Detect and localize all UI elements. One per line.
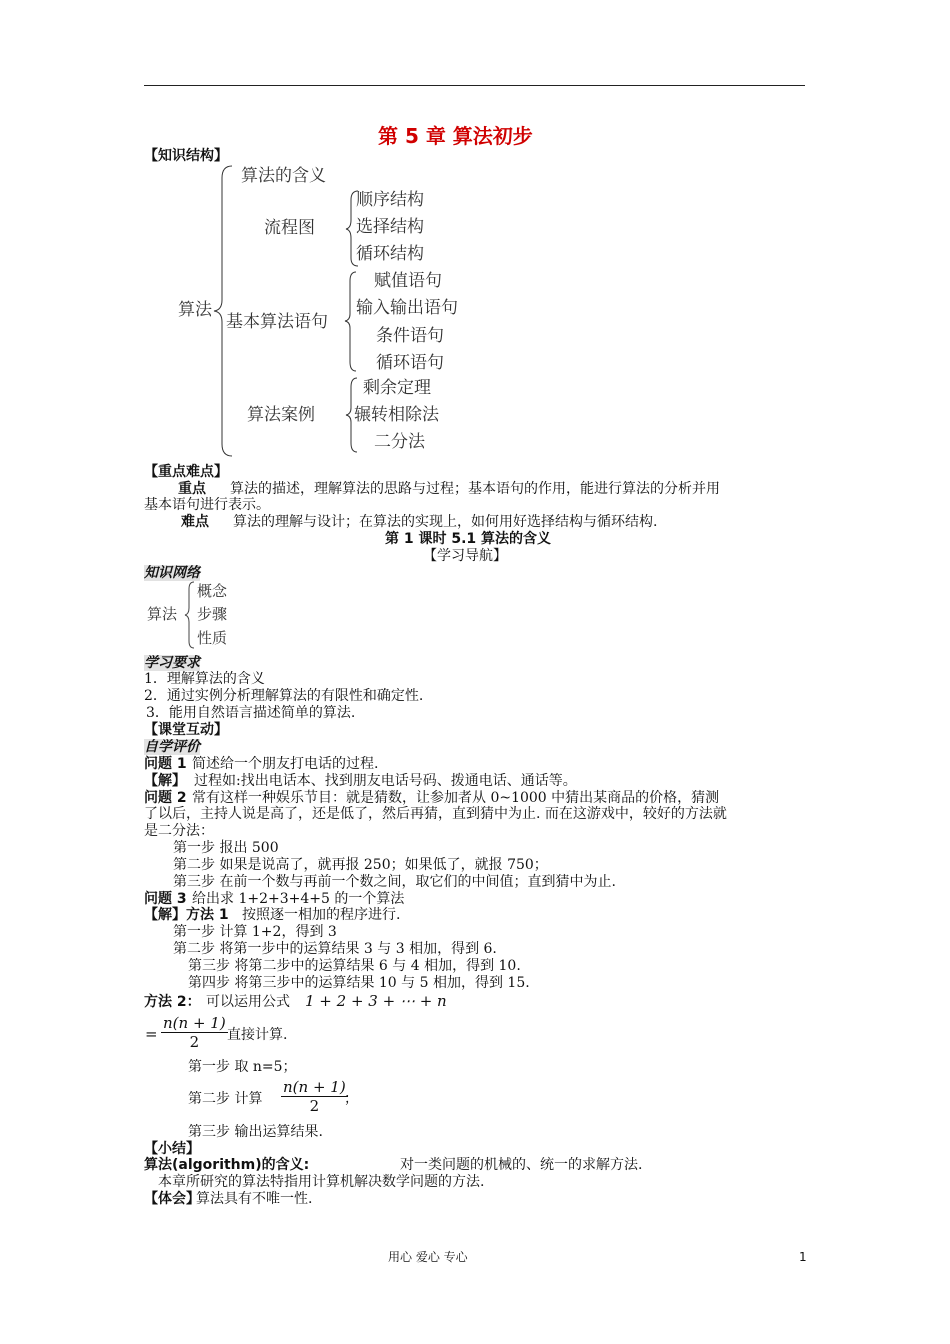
requirement-2: 2．通过实例分析理解算法的有限性和确定性. [144, 688, 424, 704]
knowledge-network-title: 知识网络 [144, 565, 200, 581]
summary-label: 算法(algorithm)的含义: [144, 1157, 310, 1173]
m1-step-4: 第四步 将第三步中的运算结果 10 与 5 相加，得到 15. [188, 975, 530, 991]
tree-leaf-assign: 赋值语句 [374, 271, 442, 291]
network-concept: 概念 [197, 582, 228, 600]
direct-compute-text: 直接计算. [227, 1027, 288, 1043]
section-summary: 【小结】 [144, 1141, 200, 1157]
tree-leaf-remainder: 剩余定理 [363, 378, 431, 398]
network-root: 算法 [147, 605, 178, 623]
answer-3-label: 【解】方法 1 [144, 907, 229, 923]
section-reflection: 【体会】 [144, 1191, 200, 1207]
learning-nav: 【学习导航】 [423, 548, 507, 564]
requirement-1: 1．理解算法的含义 [144, 671, 265, 687]
fraction-numerator: n(n + 1) [163, 1014, 226, 1032]
difficult-text: 算法的理解与设计；在算法的实现上，如何用好选择结构与循环结构. [233, 514, 658, 530]
answer-3-text: 按照逐一相加的程序进行. [242, 907, 401, 923]
section-classroom: 【课堂互动】 [144, 722, 228, 738]
tree-leaf-io: 输入输出语句 [356, 298, 458, 318]
question-2-text-line3: 是二分法： [144, 823, 214, 839]
tree-leaf-selection: 选择结构 [356, 217, 424, 237]
m2-step-1: 第一步 取 n=5； [188, 1059, 297, 1075]
sum-formula: 1 + 2 + 3 + ⋯ + n [305, 992, 447, 1010]
m1-step-1: 第一步 计算 1+2，得到 3 [173, 924, 337, 940]
key-text: 算法的描述，理解算法的思路与过程；基本语句的作用，能进行算法的分析并用 [230, 481, 720, 497]
fraction-denominator: 2 [189, 1033, 200, 1051]
m2-step-2: 第二步 计算 [188, 1091, 263, 1107]
tree-leaf-loop-stmt: 循环语句 [376, 353, 444, 373]
m2-step-3: 第三步 输出运算结果. [188, 1124, 323, 1140]
q2-step-2: 第二步 如果是说高了，就再报 250；如果低了，就报 750； [173, 857, 548, 873]
answer-1-text: 过程如:找出电话本、找到朋友电话号码、拨通电话、通话等。 [194, 773, 577, 789]
section-key-points: 【重点难点】 [144, 464, 228, 480]
tree-node-meaning: 算法的含义 [241, 166, 326, 186]
question-1-text: 简述给一个朋友打电话的过程. [192, 756, 379, 772]
tree-leaf-loop: 循环结构 [356, 244, 424, 264]
tree-leaf-bisection: 二分法 [374, 432, 425, 452]
reflection-text: 算法具有不唯一性. [196, 1191, 313, 1207]
requirement-3: 3．能用自然语言描述简单的算法. [146, 705, 356, 721]
chapter-title: 第 5 章 算法初步 [378, 124, 533, 148]
q2-step-1: 第一步 报出 500 [173, 840, 279, 856]
tree-node-cases: 算法案例 [247, 405, 315, 425]
question-2-label: 问题 2 [144, 790, 187, 806]
summary-text-2: 本章所研究的算法特指用计算机解决数学问题的方法. [158, 1174, 485, 1190]
tree-leaf-euclid: 辗转相除法 [354, 405, 439, 425]
network-steps: 步骤 [197, 605, 228, 623]
tree-leaf-condition: 条件语句 [376, 326, 444, 346]
self-evaluation-title: 自学评价 [144, 739, 200, 755]
question-3-label: 问题 3 [144, 891, 187, 907]
tree-node-statements: 基本算法语句 [226, 312, 328, 332]
lesson-title: 第 1 课时 5.1 算法的含义 [385, 531, 552, 547]
tree-leaf-sequence: 顺序结构 [356, 190, 424, 210]
page-number: 1 [799, 1250, 807, 1264]
key-text-cont: 基本语句进行表示。 [144, 497, 270, 513]
difficult-label: 难点 [181, 514, 209, 530]
q2-step-3: 第三步 在前一个数与再前一个数之间，取它们的中间值；直到猜中为止. [173, 874, 616, 890]
key-label: 重点 [178, 481, 206, 497]
footer-motto: 用心 爱心 专心 [388, 1250, 468, 1264]
fraction-step2-numerator: n(n + 1) [283, 1078, 346, 1096]
fraction-closed-form [161, 1014, 228, 1051]
m2-step-2-end: ； [344, 1091, 358, 1107]
bracket-statements [345, 272, 356, 371]
m1-step-3: 第三步 将第二步中的运算结果 6 与 4 相加，得到 10. [188, 958, 521, 974]
method-2-label: 方法 2： [144, 994, 201, 1010]
network-properties: 性质 [197, 629, 228, 647]
fraction-step2-denominator: 2 [309, 1097, 320, 1115]
learning-requirements-title: 学习要求 [144, 655, 200, 671]
tree-brackets [0, 0, 950, 470]
question-3-text: 给出求 1+2+3+4+5 的一个算法 [192, 891, 405, 907]
question-2-text-line2: 了以后，主持人说是高了，还是低了，然后再猜，直到猜中为止. 而在这游戏中，较好的方法就 [144, 806, 727, 822]
m1-step-2: 第二步 将第一步中的运算结果 3 与 3 相加，得到 6. [173, 941, 497, 957]
equals-sign: = [145, 1025, 158, 1043]
tree-node-flowchart: 流程图 [264, 218, 315, 238]
bracket-main [214, 166, 232, 456]
fraction-step2 [281, 1078, 348, 1115]
question-2-text: 常有这样一种娱乐节目：就是猜数，让参加者从 0~1000 中猜出某商品的价格，猜测 [192, 790, 720, 806]
summary-text: 对一类问题的机械的、统一的求解方法. [400, 1157, 643, 1173]
answer-1-label: 【解】 [144, 773, 186, 789]
question-1-label: 问题 1 [144, 756, 187, 772]
method-2-text: 可以运用公式 [206, 994, 290, 1010]
section-knowledge-structure: 【知识结构】 [144, 148, 228, 164]
tree-root: 算法 [178, 300, 212, 320]
